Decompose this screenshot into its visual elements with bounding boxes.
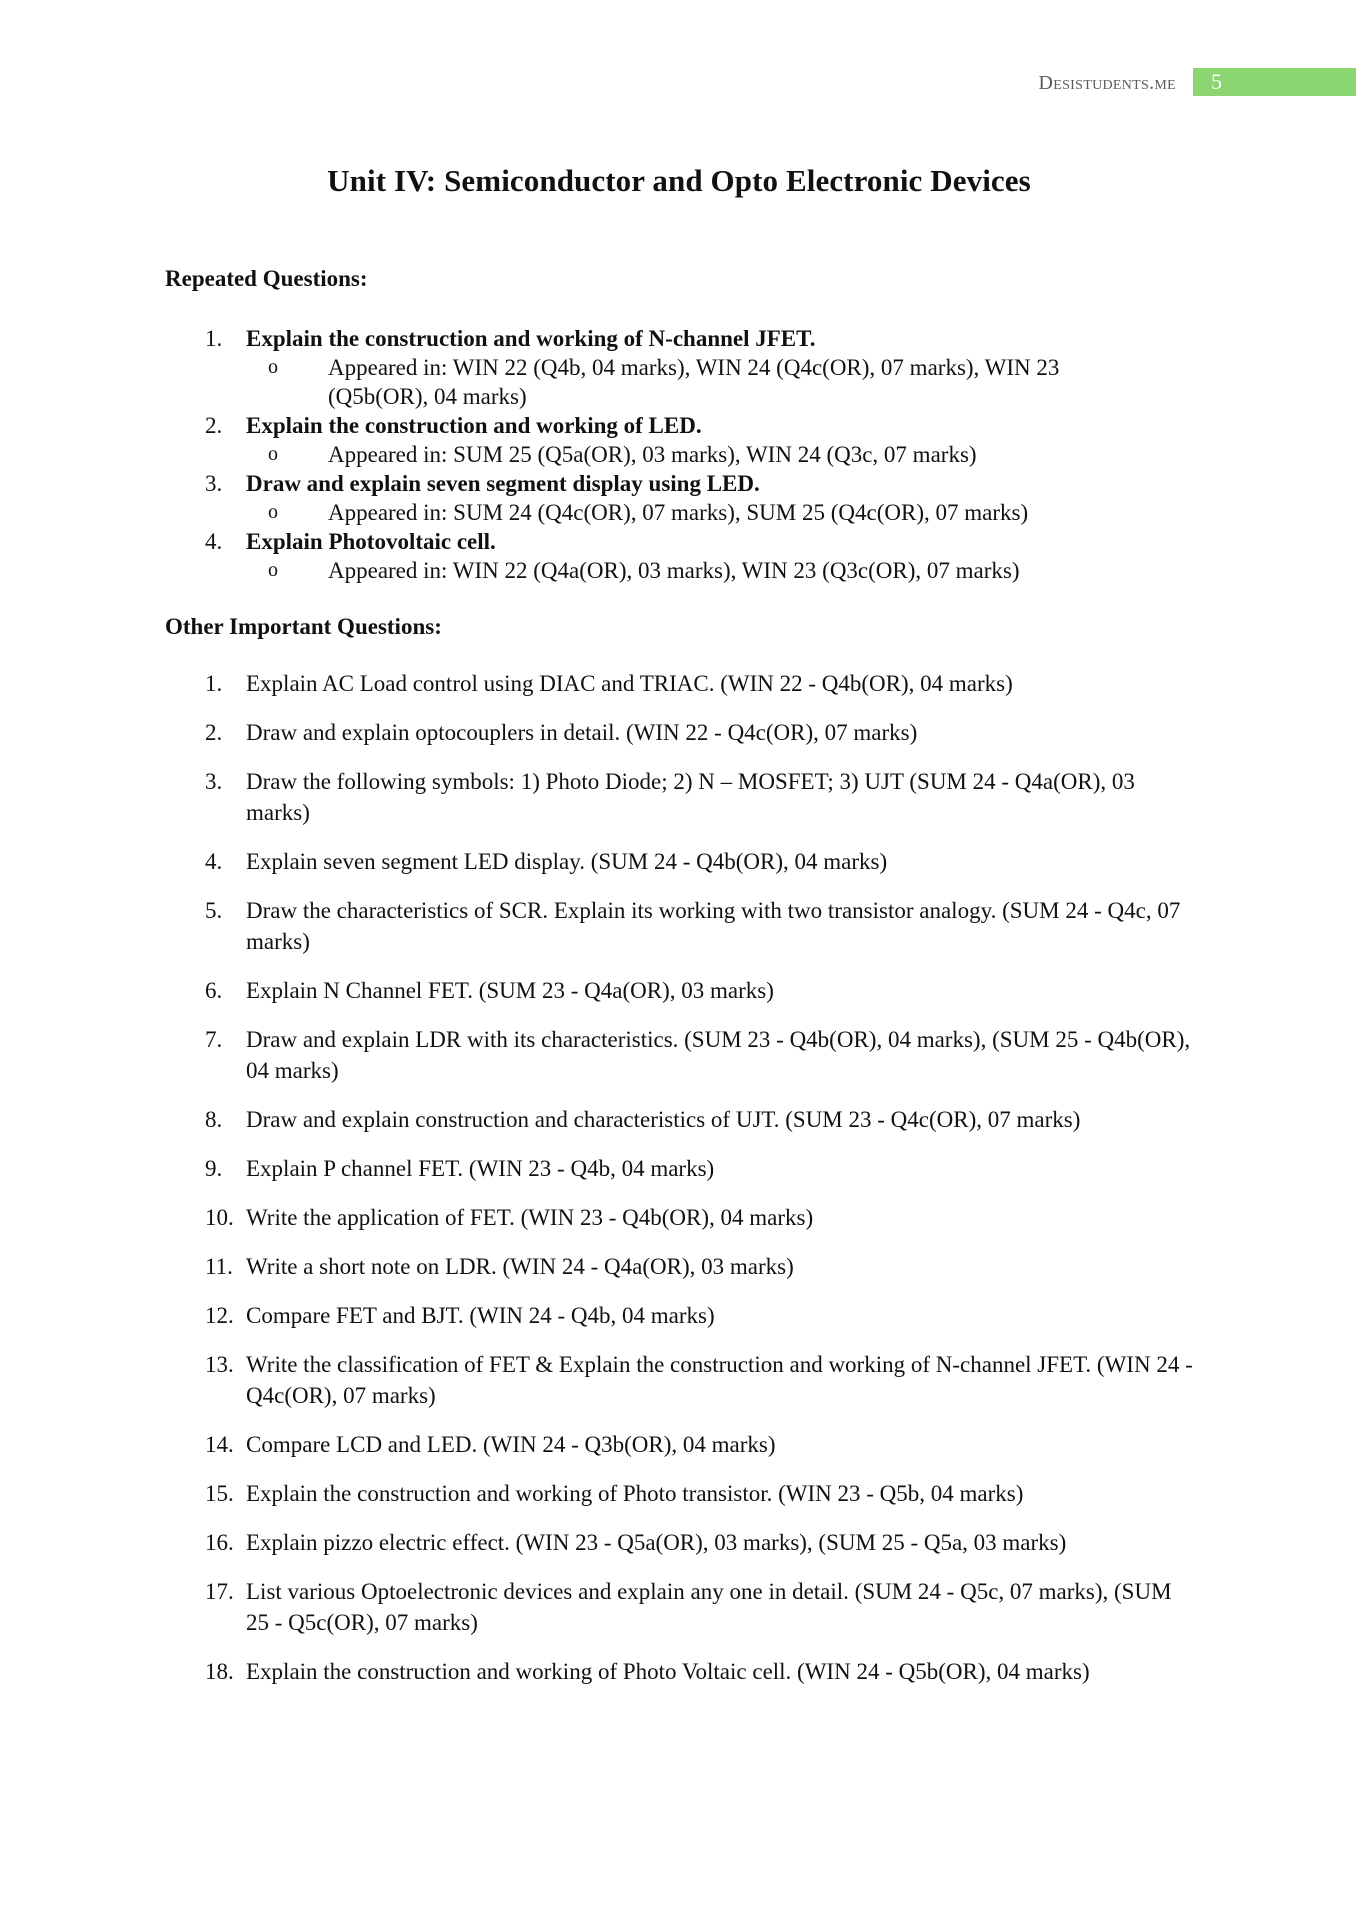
question-text: Explain N Channel FET. (SUM 23 - Q4a(OR), 03 marks)	[246, 978, 774, 1003]
other-question-item	[0, 766, 1358, 828]
question-text: Draw the following symbols: 1) Photo Diode; 2) N – MOSFET; 3) UJT (SUM 24 - Q4a(OR), 03 marks)	[246, 769, 1135, 825]
question-text: Draw and explain construction and characteristics of UJT. (SUM 23 - Q4c(OR), 07 marks)	[246, 1107, 1081, 1132]
other-question-item	[0, 1349, 1358, 1411]
question-number: 14.	[205, 1432, 234, 1457]
question-number: 6.	[205, 978, 223, 1003]
question-text: Draw and explain optocouplers in detail. (WIN 22 - Q4c(OR), 07 marks)	[246, 720, 918, 745]
question-text: Write the classification of FET & Explain the construction and working of N-channel JFET. (WIN 24 - Q4c(OR), 07 marks)	[246, 1352, 1193, 1408]
other-question-item	[0, 1153, 1358, 1184]
question-number: 7.	[205, 1027, 223, 1052]
question-text: Explain pizzo electric effect. (WIN 23 - Q5a(OR), 03 marks), (SUM 25 - Q5a, 03 marks)	[246, 1530, 1067, 1555]
question-number: 4.	[205, 529, 223, 554]
other-question-item	[0, 1478, 1358, 1509]
question-text: Compare FET and BJT. (WIN 24 - Q4b, 04 marks)	[246, 1303, 715, 1328]
other-question-item	[0, 1527, 1358, 1558]
question-number: 5.	[205, 898, 223, 923]
bullet-icon: o	[268, 443, 278, 465]
question-number: 13.	[205, 1352, 234, 1377]
question-text: Explain the construction and working of LED.	[246, 413, 702, 438]
appeared-text: Appeared in: SUM 24 (Q4c(OR), 07 marks), SUM 25 (Q4c(OR), 07 marks)	[328, 500, 1029, 525]
question-text: Draw the characteristics of SCR. Explain its working with two transistor analogy. (SUM 24 - Q4c, 07 marks)	[246, 898, 1181, 954]
question-number: 8.	[205, 1107, 223, 1132]
repeated-question-item	[0, 527, 1358, 585]
other-question-item	[0, 668, 1358, 699]
appeared-in	[268, 440, 1128, 469]
other-question-item	[0, 1656, 1358, 1687]
bullet-icon: o	[268, 501, 278, 523]
question-number: 12.	[205, 1303, 234, 1328]
other-question-item	[0, 1202, 1358, 1233]
appeared-text: Appeared in: SUM 25 (Q5a(OR), 03 marks), WIN 24 (Q3c, 07 marks)	[328, 442, 977, 467]
other-question-item	[0, 975, 1358, 1006]
repeated-questions-heading: Repeated Questions:	[165, 266, 368, 291]
question-text: Explain the construction and working of N-channel JFET.	[246, 326, 816, 351]
question-text: Draw and explain seven segment display using LED.	[246, 471, 760, 496]
question-text: Explain seven segment LED display. (SUM 24 - Q4b(OR), 04 marks)	[246, 849, 888, 874]
other-question-item	[0, 1104, 1358, 1135]
page-title: Unit IV: Semiconductor and Opto Electronic Devices	[327, 163, 1031, 198]
appeared-text: Appeared in: WIN 22 (Q4a(OR), 03 marks), WIN 23 (Q3c(OR), 07 marks)	[328, 558, 1020, 583]
other-question-item	[0, 1429, 1358, 1460]
bullet-icon: o	[268, 356, 278, 378]
question-number: 4.	[205, 849, 223, 874]
repeated-question-item	[0, 324, 1358, 411]
question-text: Explain Photovoltaic cell.	[246, 529, 496, 554]
question-number: 17.	[205, 1579, 234, 1604]
repeated-question-item	[0, 411, 1358, 469]
question-text: Explain the construction and working of Photo Voltaic cell. (WIN 24 - Q5b(OR), 04 marks)	[246, 1659, 1090, 1684]
question-number: 16.	[205, 1530, 234, 1555]
question-text: Explain AC Load control using DIAC and TRIAC. (WIN 22 - Q4b(OR), 04 marks)	[246, 671, 1013, 696]
question-text: Write a short note on LDR. (WIN 24 - Q4a(OR), 03 marks)	[246, 1254, 794, 1279]
other-question-item	[0, 846, 1358, 877]
other-questions-list	[0, 668, 1358, 1705]
question-number: 1.	[205, 326, 223, 351]
question-number: 10.	[205, 1205, 234, 1230]
bullet-icon: o	[268, 559, 278, 581]
repeated-questions-list	[0, 324, 1358, 585]
page-header	[0, 68, 1358, 96]
question-number: 18.	[205, 1659, 234, 1684]
other-question-item	[0, 717, 1358, 748]
question-text: Write the application of FET. (WIN 23 - Q4b(OR), 04 marks)	[246, 1205, 814, 1230]
question-text: List various Optoelectronic devices and explain any one in detail. (SUM 24 - Q5c, 07 marks), (SUM 25 - Q5c(OR), 07 marks)	[246, 1579, 1172, 1635]
appeared-text: Appeared in: WIN 22 (Q4b, 04 marks), WIN 24 (Q4c(OR), 07 marks), WIN 23 (Q5b(OR), 04 marks)	[328, 355, 1060, 409]
other-question-item	[0, 1024, 1358, 1086]
question-number: 11.	[205, 1254, 233, 1279]
appeared-in	[268, 556, 1128, 585]
appeared-in	[268, 353, 1128, 411]
other-question-item	[0, 1251, 1358, 1282]
other-question-item	[0, 1576, 1358, 1638]
question-text: Explain the construction and working of Photo transistor. (WIN 23 - Q5b, 04 marks)	[246, 1481, 1024, 1506]
appeared-in	[268, 498, 1128, 527]
other-question-item	[0, 895, 1358, 957]
question-text: Compare LCD and LED. (WIN 24 - Q3b(OR), 04 marks)	[246, 1432, 776, 1457]
site-name: Desistudents.me	[1038, 72, 1176, 94]
question-number: 9.	[205, 1156, 223, 1181]
repeated-question-item	[0, 469, 1358, 527]
question-number: 3.	[205, 769, 223, 794]
question-number: 15.	[205, 1481, 234, 1506]
page-number: 5	[1211, 69, 1222, 94]
question-text: Draw and explain LDR with its characteristics. (SUM 23 - Q4b(OR), 04 marks), (SUM 25 - Q4b(OR), 04 marks)	[246, 1027, 1191, 1083]
other-question-item	[0, 1300, 1358, 1331]
other-questions-heading: Other Important Questions:	[165, 614, 442, 639]
question-number: 3.	[205, 471, 223, 496]
question-number: 2.	[205, 720, 223, 745]
question-text: Explain P channel FET. (WIN 23 - Q4b, 04 marks)	[246, 1156, 715, 1181]
page-number-badge	[1193, 68, 1356, 96]
question-number: 1.	[205, 671, 223, 696]
question-number: 2.	[205, 413, 223, 438]
